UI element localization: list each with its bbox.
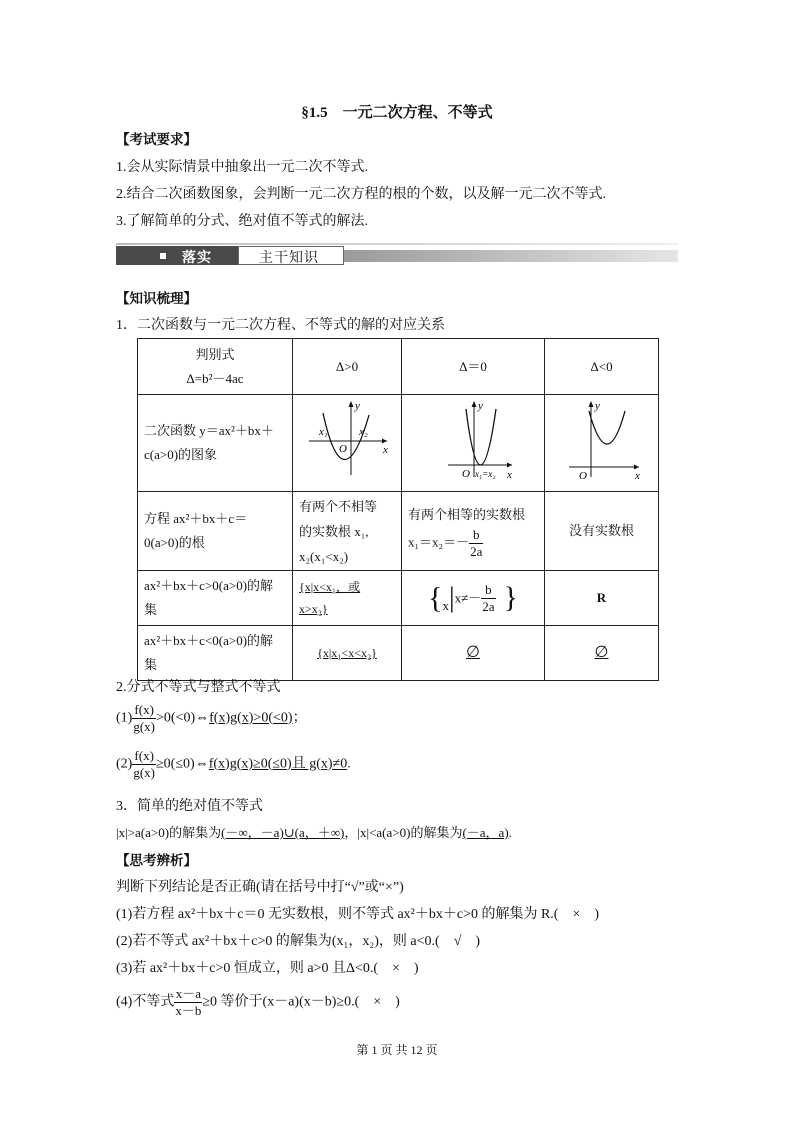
vertical-bar: | [448,582,455,613]
knowledge-heading: 【知识梳理】 [116,291,197,306]
set-condition: x≠－ [454,590,482,605]
table-row [138,339,659,395]
numerator: f(x) [132,748,156,765]
banner-left-label: 落实 [182,249,212,265]
numerator: b [481,582,495,599]
row-label-line: ax²＋bx＋c>0(a>0)的解 [144,578,274,593]
text-segment: (4)不等式 [116,994,175,1010]
y-axis-arrow-icon [472,401,477,407]
cell-line: 有两个相等的实数根 [408,506,526,522]
answer-line: x>x₂} [299,602,328,616]
table-cell [138,626,293,681]
equivalence: >0(<0)⇔ [156,710,210,726]
cell-line: 有两个不相等 [299,498,378,514]
page-title: §1.5 一元二次方程、不等式 [301,105,493,121]
item-number: (2) [116,756,133,772]
row-label-line: 集 [144,602,158,617]
denominator: 2a [470,543,483,559]
numerator: f(x) [132,702,156,719]
answer-line: {x|x<x₁，或 [299,580,361,594]
parabola-no-root-graph [547,395,657,483]
x-axis-arrow-icon [634,465,639,470]
think-heading: 【思考辨析】 [116,853,197,868]
square-bullet-icon [160,253,166,259]
think-q1: (1)若方程 ax²＋bx＋c＝0 无实数根，则不等式 ax²＋bx＋c>0 的解集为 R.( × ) [116,907,600,922]
row-label-line: ax²＋bx＋c<0(a>0)的解 [144,633,274,648]
fraction [132,748,156,781]
exam-requirements-heading: 【考试要求】 [116,132,197,147]
fraction [469,527,483,560]
text-segment: |x|>a(a>0)的解集为 [116,825,222,840]
double-root-label: x₁=x₂ [475,469,496,479]
part2-line-1 [116,702,307,735]
punctuation: ； [292,710,307,726]
correspondence-table [137,338,659,681]
part2-line-2 [116,748,351,781]
y-label: y [594,400,600,412]
equivalence: ≥0(≤0)⇔ [156,756,209,772]
y-label: y [478,400,483,412]
think-q2: (2)若不等式 ax²＋bx＋c>0 的解集为(x₁，x₂)，则 a<0.( √ ) [116,934,481,949]
table-cell [293,571,402,626]
x-axis-arrow-icon [507,463,512,468]
table-cell [402,571,545,626]
numerator: x－a [175,986,201,1001]
table-cell [293,626,402,681]
parabola-curve [466,409,496,465]
punctuation: . [347,756,351,772]
cell-line [408,527,538,560]
row-label-line: 二次函数 y＝ax²＋bx＋ [144,423,274,438]
table-cell [545,626,659,681]
left-brace: { [428,581,443,614]
table-cell: Δ＝0 [402,339,545,395]
x-label: x [507,469,512,481]
parabola-two-roots-graph [299,395,395,483]
origin-label: O [462,468,470,480]
fraction [481,582,495,615]
punctuation: . [508,825,512,840]
table-cell [293,395,402,492]
table-cell: Δ<0 [545,339,659,395]
origin-label: O [339,443,347,455]
right-brace: } [503,581,518,614]
text-segment: ≥0 等价于(x－a)(x－b)≥0.( × ) [202,994,400,1010]
empty-set-symbol: ∅ [466,644,480,661]
parabola-one-root-graph [408,395,538,483]
row-label-line: c(a>0)的图象 [144,447,218,462]
y-label: y [355,400,360,412]
answer-line: f(x)g(x)>0(<0) [209,710,293,726]
think-intro: 判断下列结论是否正确(请在括号中打“√”或“×”) [116,880,404,895]
part2-title: 2.分式不等式与整式不等式 [116,680,281,695]
banner-right-label: 主干知识 [259,249,319,265]
row-label-line: 方程 ax²＋bx＋c＝ [144,511,248,526]
table-cell: 没有实数根 [545,492,659,571]
table-cell [293,492,402,571]
row-label-line: 集 [144,657,158,672]
banner-right [238,246,344,265]
denominator: g(x) [133,765,155,780]
root-x1-label: x₁ [319,426,328,438]
table-cell [138,339,293,395]
exam-item-3: 3.了解简单的分式、绝对值不等式的解法. [116,214,368,229]
x-axis-arrow-icon [382,439,387,444]
denominator: 2a [482,598,495,614]
table-cell [402,492,545,571]
think-q4 [116,986,400,1019]
table-row [138,492,659,571]
page-footer: 第 1 页 共 12 页 [356,1043,438,1057]
table-cell [545,395,659,492]
fraction [132,702,156,735]
exam-item-1: 1.会从实际情景中抽象出一元二次不等式. [116,160,368,175]
table-row [138,571,659,626]
knowledge-item-1: 1．二次函数与一元二次方程、不等式的解的对应关系 [116,318,445,333]
table-cell [138,395,293,492]
origin-label: O [578,470,587,482]
item-number: (1) [116,710,133,726]
table-cell [138,571,293,626]
x-label: x [383,444,388,456]
text-segment: ，|x|<a(a>0)的解集为 [344,825,463,840]
table-cell: R [545,571,659,626]
banner-gradient-rule [344,250,678,262]
denominator: x－b [175,1003,202,1018]
denominator: g(x) [133,719,155,734]
set-variable: x [442,598,449,613]
section-banner [116,243,678,268]
answer-line: {x|x₁<x<x₂} [317,646,377,660]
table-cell [138,492,293,571]
root-x2-label: x₂ [359,426,368,438]
discriminant-formula: Δ=b²－4ac [186,370,244,386]
cell-line: 的实数根 x₁, [299,523,369,539]
part3-line [116,822,512,841]
table-cell: Δ>0 [293,339,402,395]
think-q3: (3)若 ax²＋bx＋c>0 恒成立，则 a>0 且Δ<0.( × ) [116,961,419,976]
row-label-line: 0(a>0)的根 [144,535,205,550]
exam-item-2: 2.结合二次函数图象，会判断一元二次方程的根的个数，以及解一元二次不等式. [116,187,606,202]
y-axis-arrow-icon [349,401,354,407]
answer-line: f(x)g(x)≥0(≤0)且 g(x)≠0 [208,756,348,772]
banner-left [116,246,238,265]
answer-line: (－∞，－a)∪(a，＋∞) [221,825,345,840]
table-row [138,626,659,681]
table-row [138,395,659,492]
table-cell [402,626,545,681]
parabola-curve [589,411,625,444]
discriminant-label: 判别式 [195,346,235,362]
fraction [174,986,202,1019]
cell-line: x₂(x₁<x₂) [299,548,349,564]
part3-title: 3．简单的绝对值不等式 [116,799,263,814]
answer-line: (－a，a) [462,825,509,840]
double-root-expression: x₁＝x₂＝－ [408,533,470,549]
table-cell [402,395,545,492]
empty-set-symbol: ∅ [594,644,609,661]
y-axis-arrow-icon [588,401,593,407]
numerator: b [469,527,483,544]
x-label: x [634,470,640,482]
